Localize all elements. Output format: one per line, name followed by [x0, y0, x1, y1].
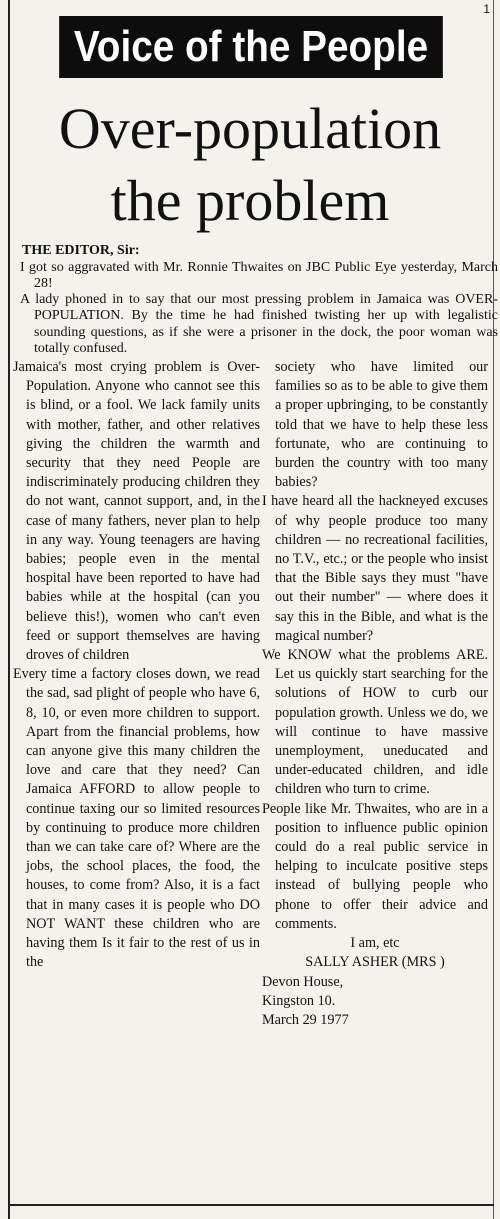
intro-paragraph-1: I got so aggravated with Mr. Ronnie Thwaites on JBC Public Eye yesterday, March 28! [20, 260, 498, 292]
bottom-rule [8, 1204, 494, 1206]
address-line-2: Kingston 10. [262, 992, 336, 1009]
right-border-rule [493, 0, 494, 1219]
letter-date: March 29 1977 [262, 1011, 349, 1028]
body-paragraph: Jamaica's most crying problem is Over-Population. Anyone who cannot see this is blind, or a fool. We lack family units with mother, father, and other relatives giving the children the warmth and security that they need People are indiscriminately producing children they do not want, cannot support, and, in the case of many fathers, never plan to help in any way. Young teenagers are having babies; people even in the mental hospital have been reported to have had babies while at the hospital (can you believe this!), women who can't even feed or support themselves are having droves of children [13, 359, 260, 664]
body-paragraph-continued: society who have limited our families so as to be able to give them a proper upbringing, to be constantly told that we have to help these less fortunate, who are continuing to burden the country with too many babies? [275, 359, 488, 491]
body-paragraph: We KNOW what the problems ARE. Let us quickly start searching for the solutions of HOW to curb our population growth. Unless we do, we will continue to have massive unemployment, uneducated and under-educated children, and idle children who turn to crime. [262, 647, 488, 798]
headline-line-1: Over-population [58, 96, 442, 161]
left-column [13, 358, 260, 973]
left-column-rule [8, 0, 10, 1219]
intro-paragraph-2: A lady phoned in to say that our most pressing problem in Jamaica was OVER-POPULATION. By the time he had finished twisting her up with legalistic sounding questions, as if she were a prisoner in the dock, the poor woman was totally confused. [20, 292, 498, 356]
headline-line-2: the problem [110, 168, 390, 233]
body-paragraph: People like Mr. Thwaites, who are in a position to influence public opinion could do a real public service in helping to inculcate positive steps instead of bullying people who phone to offer their advice and comments. [262, 800, 488, 932]
body-paragraph: I have heard all the hackneyed excuses of why people produce too many children — no recreational facilities, no T.V., etc.; or the people who insist that the Bible says they must "have out their number" — where does it say this in the Bible, and what is the magical number? [262, 493, 488, 644]
body-paragraph: Every time a factory closes down, we read the sad, sad plight of people who have 6, 8, 10, or even more children to support. Apart from the financial problems, how can anyone give this many children the love and care that they need? Can Jamaica AFFORD to allow people to continue taxing our so limited resources by continuing to produce more children than we can take care of? Where are the jobs, the school places, the food, the houses, to come from? Also, it is a fact that in many cases it is people who DO NOT WANT these children who are having them Is it fair to the rest of us in the [13, 666, 260, 971]
salutation: THE EDITOR, Sir: [22, 243, 140, 258]
closing-line: I am, etc [350, 935, 400, 952]
signature: SALLY ASHER (MRS ) [305, 954, 445, 971]
address-line-1: Devon House, [262, 973, 344, 990]
section-banner: Voice of the People [59, 16, 443, 78]
corner-mark: 1 [483, 2, 490, 16]
right-column [262, 358, 488, 1030]
